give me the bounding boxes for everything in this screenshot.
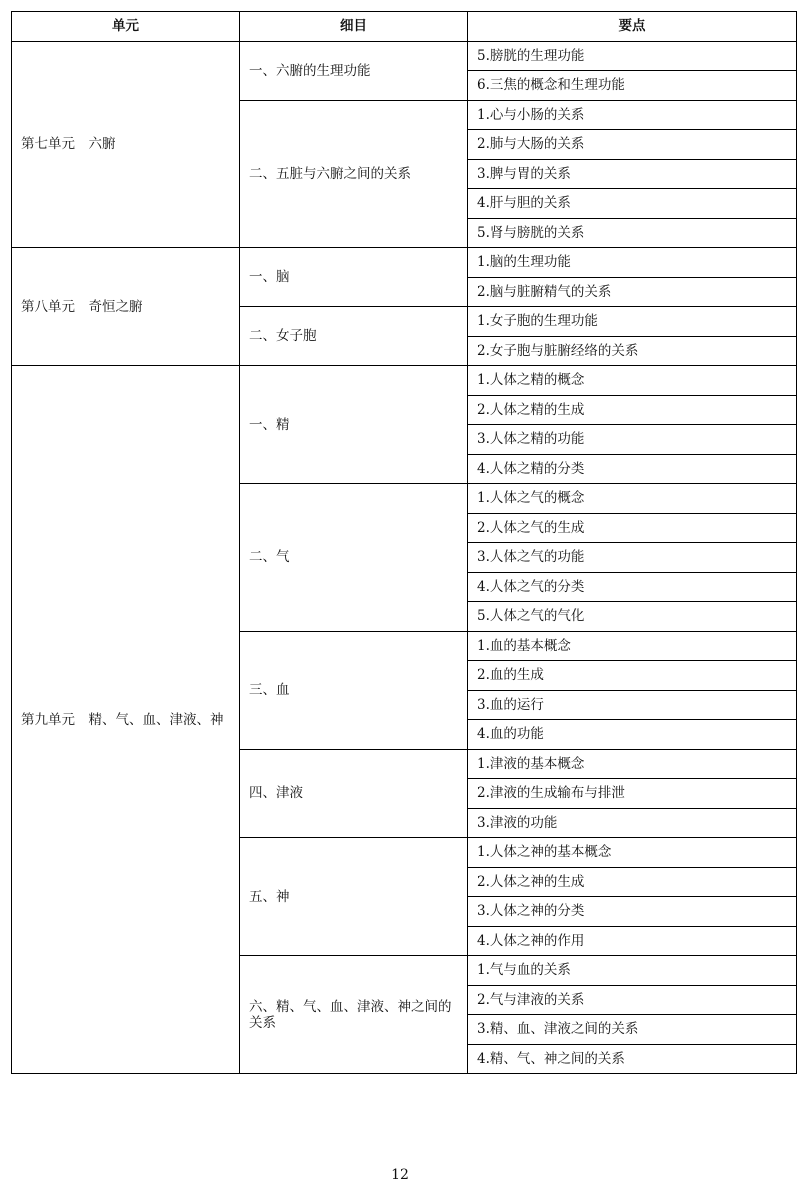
syllabus-table — [11, 11, 797, 1074]
point-cell: 1.女子胞的生理功能 — [468, 307, 797, 337]
point-cell: 1.心与小肠的关系 — [468, 100, 797, 130]
table-header-row — [12, 12, 797, 42]
point-cell: 2.人体之神的生成 — [468, 867, 797, 897]
point-cell: 6.三焦的概念和生理功能 — [468, 71, 797, 101]
point-cell: 1.人体之气的概念 — [468, 484, 797, 514]
table-row — [12, 41, 797, 71]
header-detail: 细目 — [240, 12, 468, 42]
point-cell: 1.津液的基本概念 — [468, 749, 797, 779]
point-cell: 1.血的基本概念 — [468, 631, 797, 661]
point-cell: 5.肾与膀胱的关系 — [468, 218, 797, 248]
point-cell: 2.女子胞与脏腑经络的关系 — [468, 336, 797, 366]
point-cell: 5.人体之气的气化 — [468, 602, 797, 632]
detail-cell: 三、血 — [240, 631, 468, 749]
point-cell: 1.气与血的关系 — [468, 956, 797, 986]
table-body — [12, 41, 797, 1074]
point-cell: 3.精、血、津液之间的关系 — [468, 1015, 797, 1045]
detail-cell: 二、五脏与六腑之间的关系 — [240, 100, 468, 248]
point-cell: 5.膀胱的生理功能 — [468, 41, 797, 71]
table-row — [12, 366, 797, 396]
detail-cell: 二、气 — [240, 484, 468, 632]
header-unit: 单元 — [12, 12, 240, 42]
header-points: 要点 — [468, 12, 797, 42]
point-cell: 1.人体之精的概念 — [468, 366, 797, 396]
point-cell: 2.人体之气的生成 — [468, 513, 797, 543]
detail-cell: 六、精、气、血、津液、神之间的关系 — [240, 956, 468, 1074]
point-cell: 2.气与津液的关系 — [468, 985, 797, 1015]
point-cell: 3.人体之精的功能 — [468, 425, 797, 455]
point-cell: 4.人体之精的分类 — [468, 454, 797, 484]
point-cell: 4.血的功能 — [468, 720, 797, 750]
point-cell: 4.人体之神的作用 — [468, 926, 797, 956]
table-row — [12, 248, 797, 278]
unit-cell: 第九单元 精、气、血、津液、神 — [12, 366, 240, 1074]
point-cell: 4.精、气、神之间的关系 — [468, 1044, 797, 1074]
point-cell: 2.血的生成 — [468, 661, 797, 691]
point-cell: 2.人体之精的生成 — [468, 395, 797, 425]
detail-cell: 一、精 — [240, 366, 468, 484]
point-cell: 2.肺与大肠的关系 — [468, 130, 797, 160]
point-cell: 3.人体之气的功能 — [468, 543, 797, 573]
point-cell: 1.人体之神的基本概念 — [468, 838, 797, 868]
point-cell: 4.人体之气的分类 — [468, 572, 797, 602]
page-number: 12 — [391, 1167, 409, 1183]
point-cell: 1.脑的生理功能 — [468, 248, 797, 278]
point-cell: 2.脑与脏腑精气的关系 — [468, 277, 797, 307]
detail-cell: 二、女子胞 — [240, 307, 468, 366]
detail-cell: 四、津液 — [240, 749, 468, 838]
unit-cell: 第七单元 六腑 — [12, 41, 240, 248]
detail-cell: 一、脑 — [240, 248, 468, 307]
detail-cell: 五、神 — [240, 838, 468, 956]
point-cell: 3.人体之神的分类 — [468, 897, 797, 927]
point-cell: 3.血的运行 — [468, 690, 797, 720]
point-cell: 2.津液的生成输布与排泄 — [468, 779, 797, 809]
point-cell: 4.肝与胆的关系 — [468, 189, 797, 219]
detail-cell: 一、六腑的生理功能 — [240, 41, 468, 100]
unit-cell: 第八单元 奇恒之腑 — [12, 248, 240, 366]
point-cell: 3.津液的功能 — [468, 808, 797, 838]
point-cell: 3.脾与胃的关系 — [468, 159, 797, 189]
